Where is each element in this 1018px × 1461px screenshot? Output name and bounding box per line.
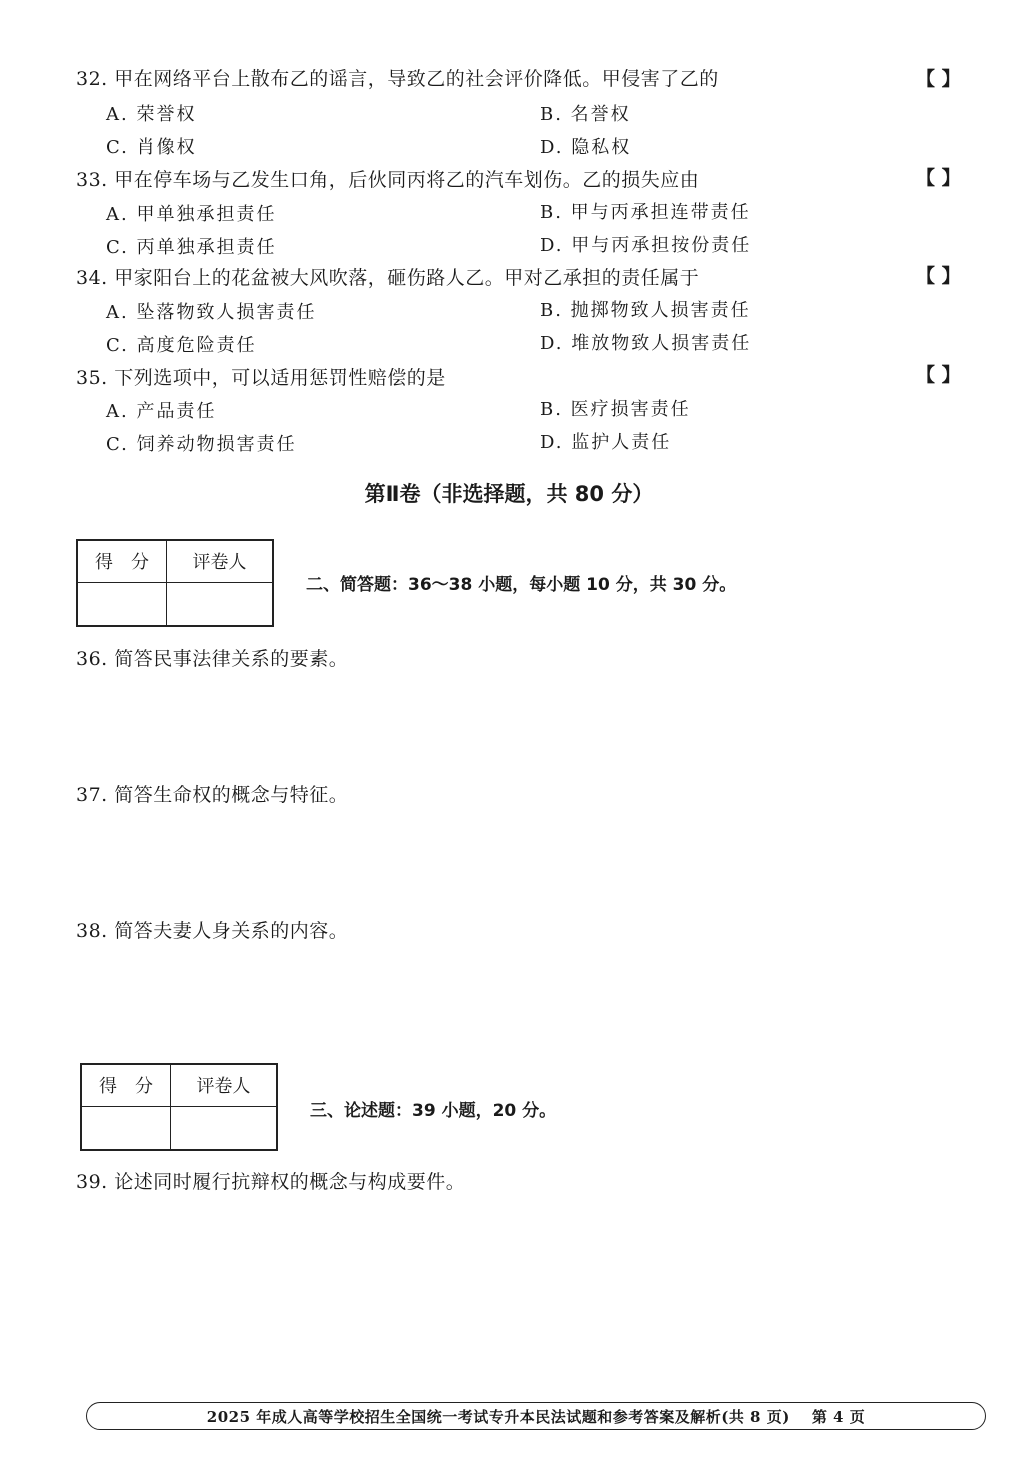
option-33-c: C. 丙单独承担责任	[106, 237, 277, 258]
option-34-d: D. 堆放物致人损害责任	[540, 333, 752, 354]
page-number: 第 4 页	[811, 1407, 866, 1426]
option-32-c: C. 肖像权	[106, 137, 197, 158]
score-label: 得 分	[77, 540, 167, 582]
score-table-section3	[80, 1063, 278, 1151]
question-38: 38. 简答夫妻人身关系的内容。	[76, 920, 349, 942]
grader-label: 评卷人	[171, 1064, 278, 1106]
answer-bracket-35: 【 】	[916, 364, 961, 386]
option-35-a: A. 产品责任	[106, 401, 217, 422]
question-35-stem: 35. 下列选项中，可以适用惩罚性赔偿的是	[76, 367, 446, 389]
option-35-b: B. 医疗损害责任	[540, 399, 691, 420]
option-34-c: C. 高度危险责任	[106, 335, 257, 356]
score-input-cell[interactable]	[81, 1106, 171, 1150]
question-39: 39. 论述同时履行抗辩权的概念与构成要件。	[76, 1171, 466, 1193]
question-32-stem: 32. 甲在网络平台上散布乙的谣言，导致乙的社会评价降低。甲侵害了乙的	[76, 68, 719, 90]
page-footer	[86, 1402, 986, 1430]
option-32-a: A. 荣誉权	[106, 104, 197, 125]
option-34-a: A. 坠落物致人损害责任	[106, 302, 317, 323]
grader-input-cell[interactable]	[171, 1106, 278, 1150]
option-32-d: D. 隐私权	[540, 137, 632, 158]
answer-bracket-33: 【 】	[916, 167, 961, 189]
question-36: 36. 简答民事法律关系的要素。	[76, 648, 349, 670]
grader-label: 评卷人	[167, 540, 274, 582]
question-34-stem: 34. 甲家阳台上的花盆被大风吹落，砸伤路人乙。甲对乙承担的责任属于	[76, 267, 700, 289]
option-32-b: B. 名誉权	[540, 104, 631, 125]
answer-bracket-32: 【 】	[916, 68, 961, 90]
score-label: 得 分	[81, 1064, 171, 1106]
footer-title: 2025 年成人高等学校招生全国统一考试专升本民法试题和参考答案及解析(共 8 页)	[206, 1407, 790, 1426]
part2-title: 第Ⅱ卷（非选择题，共 80 分）	[364, 482, 654, 506]
score-table-section2	[76, 539, 274, 627]
option-33-a: A. 甲单独承担责任	[106, 204, 277, 225]
option-35-c: C. 饲养动物损害责任	[106, 434, 297, 455]
option-33-d: D. 甲与丙承担按份责任	[540, 235, 752, 256]
answer-bracket-34: 【 】	[916, 265, 961, 287]
option-35-d: D. 监护人责任	[540, 432, 672, 453]
grader-input-cell[interactable]	[167, 582, 274, 626]
score-input-cell[interactable]	[77, 582, 167, 626]
section3-heading: 三、论述题：39 小题，20 分。	[310, 1101, 557, 1121]
question-37: 37. 简答生命权的概念与特征。	[76, 784, 349, 806]
section2-heading: 二、简答题：36～38 小题，每小题 10 分，共 30 分。	[306, 575, 737, 595]
question-33-stem: 33. 甲在停车场与乙发生口角，后伙同丙将乙的汽车划伤。乙的损失应由	[76, 169, 700, 191]
option-33-b: B. 甲与丙承担连带责任	[540, 202, 751, 223]
option-34-b: B. 抛掷物致人损害责任	[540, 300, 751, 321]
